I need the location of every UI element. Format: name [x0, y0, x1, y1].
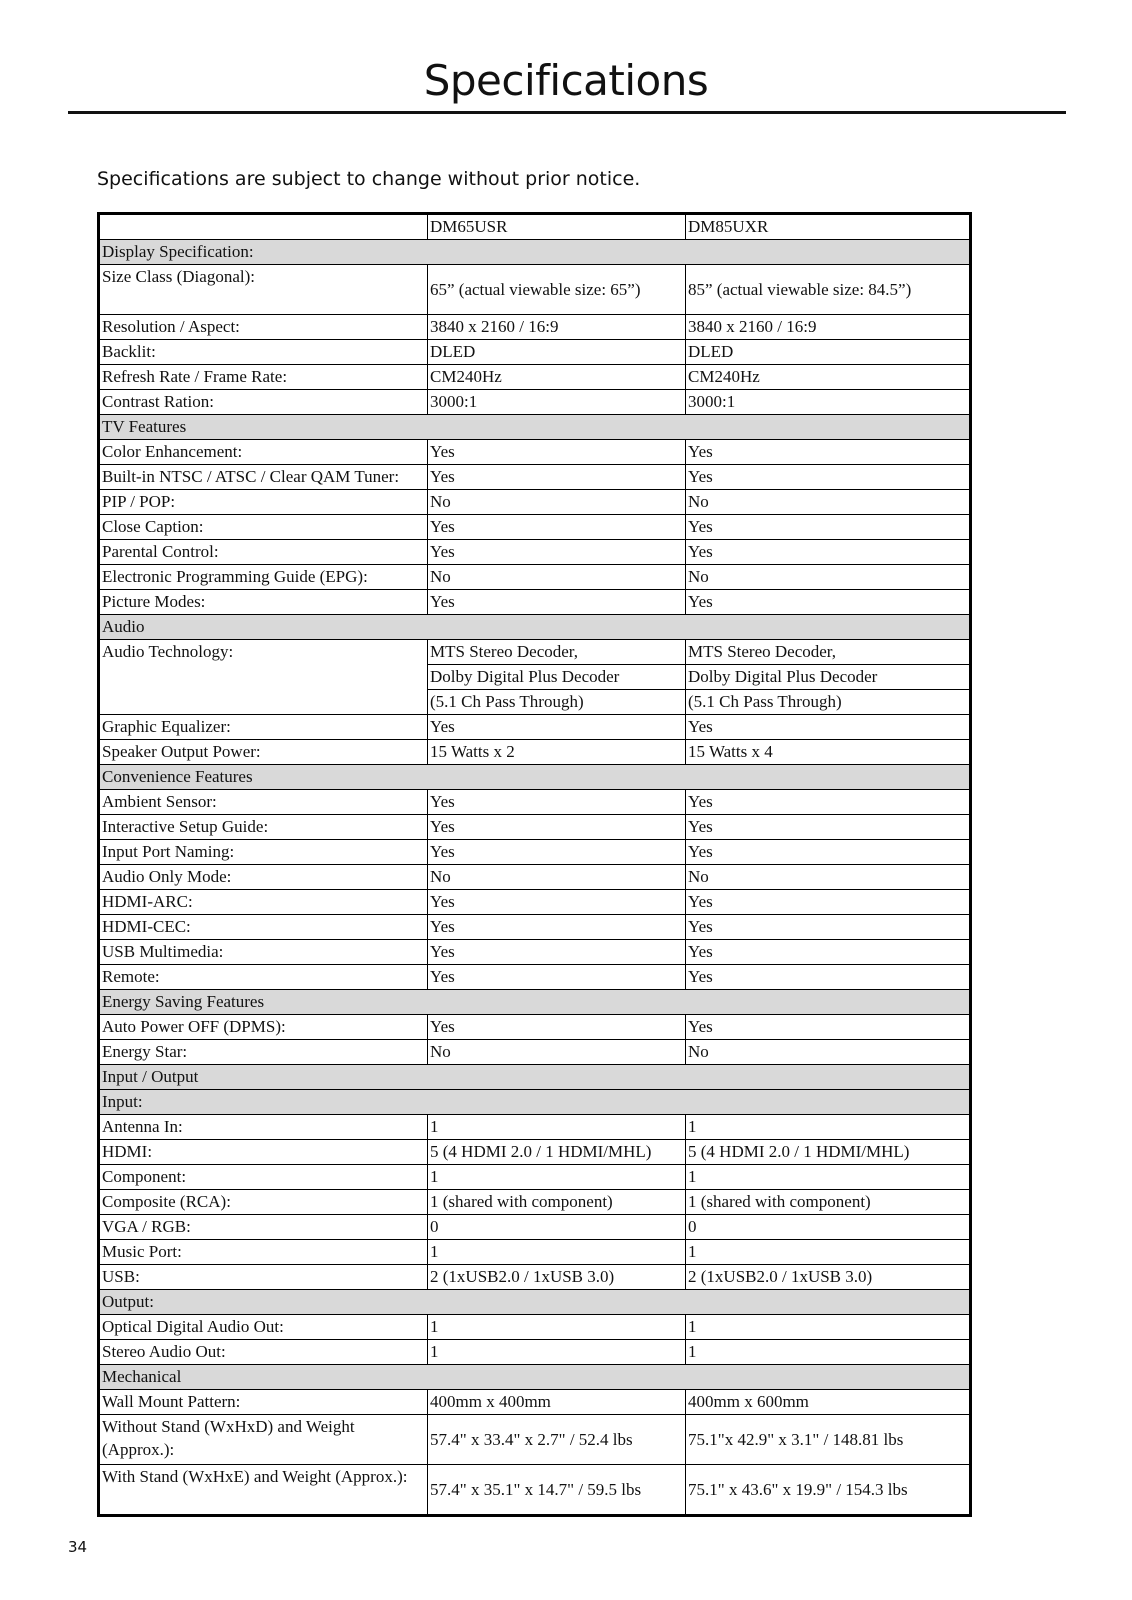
spec-value-dm85uxr: 75.1"x 42.9" x 3.1" / 148.81 lbs [686, 1415, 971, 1465]
table-row [99, 1115, 971, 1140]
spec-value-dm65usr: Yes [428, 540, 686, 565]
table-row [99, 740, 971, 765]
spec-value-dm85uxr: Yes [686, 940, 971, 965]
spec-label: Close Caption: [99, 515, 428, 540]
spec-label: Input Port Naming: [99, 840, 428, 865]
section-row-input [99, 1090, 971, 1115]
spec-value-dm85uxr: 0 [686, 1215, 971, 1240]
table-row [99, 365, 971, 390]
table-row [99, 1015, 971, 1040]
table-row [99, 340, 971, 365]
table-row [99, 465, 971, 490]
spec-value-dm85uxr: Yes [686, 915, 971, 940]
spec-label: Refresh Rate / Frame Rate: [99, 365, 428, 390]
spec-value-dm65usr: No [428, 865, 686, 890]
spec-value-dm65usr: 65” (actual viewable size: 65”) [428, 265, 686, 315]
spec-value-dm65usr: No [428, 565, 686, 590]
spec-value-dm85uxr: CM240Hz [686, 365, 971, 390]
header-empty-cell [99, 214, 428, 240]
table-row [99, 890, 971, 915]
page-title: Specifications [423, 56, 709, 105]
spec-label: Graphic Equalizer: [99, 715, 428, 740]
spec-label: Stereo Audio Out: [99, 1340, 428, 1365]
table-row [99, 315, 971, 340]
spec-value-dm65usr: 0 [428, 1215, 686, 1240]
table-row [99, 1315, 971, 1340]
spec-value-dm65usr: 3840 x 2160 / 16:9 [428, 315, 686, 340]
spec-label: Antenna In: [99, 1115, 428, 1140]
spec-value-dm85uxr: MTS Stereo Decoder, [686, 640, 971, 665]
spec-value-dm65usr: 1 [428, 1240, 686, 1265]
table-row [99, 940, 971, 965]
table-row [99, 840, 971, 865]
spec-value-dm85uxr: Yes [686, 540, 971, 565]
table-row [99, 1190, 971, 1215]
table-row [99, 1140, 971, 1165]
spec-label: PIP / POP: [99, 490, 428, 515]
section-title: TV Features [99, 415, 971, 440]
section-title: Input: [99, 1090, 971, 1115]
table-row [99, 790, 971, 815]
table-row [99, 515, 971, 540]
table-row [99, 440, 971, 465]
spec-value-dm65usr: 400mm x 400mm [428, 1390, 686, 1415]
spec-value-dm85uxr: 2 (1xUSB2.0 / 1xUSB 3.0) [686, 1265, 971, 1290]
spec-value-dm65usr: DLED [428, 340, 686, 365]
table-row [99, 590, 971, 615]
table-row [99, 715, 971, 740]
model-header-dm85uxr: DM85UXR [686, 214, 971, 240]
spec-value-dm65usr: Yes [428, 715, 686, 740]
spec-value-dm85uxr: Yes [686, 440, 971, 465]
table-row [99, 565, 971, 590]
spec-value-dm65usr: CM240Hz [428, 365, 686, 390]
spec-value-dm65usr: 57.4" x 33.4" x 2.7" / 52.4 lbs [428, 1415, 686, 1465]
spec-value-dm65usr: 1 [428, 1315, 686, 1340]
table-row [99, 540, 971, 565]
spec-value-dm85uxr: No [686, 1040, 971, 1065]
spec-label: HDMI-ARC: [99, 890, 428, 915]
spec-label: Electronic Programming Guide (EPG): [99, 565, 428, 590]
section-title: Mechanical [99, 1365, 971, 1390]
table-row [99, 640, 971, 665]
specifications-table [97, 212, 972, 1517]
spec-value-dm85uxr: 3840 x 2160 / 16:9 [686, 315, 971, 340]
table-row [99, 1265, 971, 1290]
spec-value-dm65usr: Yes [428, 890, 686, 915]
spec-value-dm65usr: No [428, 1040, 686, 1065]
spec-label: Remote: [99, 965, 428, 990]
spec-value-dm65usr: Yes [428, 1015, 686, 1040]
table-row [99, 915, 971, 940]
section-title: Display Specification: [99, 240, 971, 265]
section-title: Audio [99, 615, 971, 640]
model-header-dm65usr: DM65USR [428, 214, 686, 240]
section-row-input-output [99, 1065, 971, 1090]
spec-label: Size Class (Diagonal): [99, 265, 428, 315]
table-row [99, 1390, 971, 1415]
spec-value-dm65usr: Dolby Digital Plus Decoder [428, 665, 686, 690]
spec-value-dm85uxr: 400mm x 600mm [686, 1390, 971, 1415]
section-row-display [99, 240, 971, 265]
spec-value-dm85uxr: Yes [686, 840, 971, 865]
spec-value-dm85uxr: 15 Watts x 4 [686, 740, 971, 765]
spec-value-dm65usr: Yes [428, 465, 686, 490]
section-row-tv-features [99, 415, 971, 440]
spec-value-dm85uxr: Yes [686, 1015, 971, 1040]
spec-value-dm85uxr: DLED [686, 340, 971, 365]
spec-value-dm65usr: No [428, 490, 686, 515]
section-title: Output: [99, 1290, 971, 1315]
spec-value-dm85uxr: 75.1" x 43.6" x 19.9" / 154.3 lbs [686, 1465, 971, 1516]
spec-label: Built-in NTSC / ATSC / Clear QAM Tuner: [99, 465, 428, 490]
section-title: Convenience Features [99, 765, 971, 790]
spec-label: Without Stand (WxHxD) and Weight (Approx.): [99, 1415, 428, 1465]
spec-value-dm65usr: 5 (4 HDMI 2.0 / 1 HDMI/MHL) [428, 1140, 686, 1165]
spec-value-dm65usr: Yes [428, 840, 686, 865]
spec-label: With Stand (WxHxE) and Weight (Approx.): [99, 1465, 428, 1516]
spec-value-dm65usr: 3000:1 [428, 390, 686, 415]
spec-value-dm65usr: 2 (1xUSB2.0 / 1xUSB 3.0) [428, 1265, 686, 1290]
spec-value-dm85uxr: 1 [686, 1165, 971, 1190]
spec-value-dm85uxr: 85” (actual viewable size: 84.5”) [686, 265, 971, 315]
section-row-mechanical [99, 1365, 971, 1390]
spec-label: Energy Star: [99, 1040, 428, 1065]
spec-value-dm85uxr: 1 [686, 1340, 971, 1365]
spec-label: HDMI-CEC: [99, 915, 428, 940]
table-row [99, 265, 971, 315]
spec-value-dm85uxr: 5 (4 HDMI 2.0 / 1 HDMI/MHL) [686, 1140, 971, 1165]
spec-label: Music Port: [99, 1240, 428, 1265]
spec-value-dm85uxr: 1 (shared with component) [686, 1190, 971, 1215]
table-row [99, 1215, 971, 1240]
table-row [99, 865, 971, 890]
spec-label: Auto Power OFF (DPMS): [99, 1015, 428, 1040]
spec-value-dm85uxr: Yes [686, 515, 971, 540]
spec-value-dm65usr: 1 [428, 1165, 686, 1190]
spec-label: Interactive Setup Guide: [99, 815, 428, 840]
spec-label: Picture Modes: [99, 590, 428, 615]
spec-value-dm85uxr: Yes [686, 465, 971, 490]
table-row [99, 690, 971, 715]
spec-value-dm65usr: 15 Watts x 2 [428, 740, 686, 765]
spec-label: Contrast Ration: [99, 390, 428, 415]
spec-value-dm85uxr: Yes [686, 590, 971, 615]
spec-label: Optical Digital Audio Out: [99, 1315, 428, 1340]
table-row [99, 490, 971, 515]
spec-label: USB: [99, 1265, 428, 1290]
spec-value-dm65usr: Yes [428, 440, 686, 465]
spec-value-dm65usr: Yes [428, 915, 686, 940]
spec-value-dm65usr: Yes [428, 815, 686, 840]
spec-label: Composite (RCA): [99, 1190, 428, 1215]
spec-label: Speaker Output Power: [99, 740, 428, 765]
spec-label-continued [99, 665, 428, 690]
section-title: Energy Saving Features [99, 990, 971, 1015]
spec-value-dm85uxr: Yes [686, 815, 971, 840]
title-divider [68, 111, 1066, 114]
spec-value-dm85uxr: Dolby Digital Plus Decoder [686, 665, 971, 690]
spec-label: Audio Technology: [99, 640, 428, 665]
spec-value-dm65usr: Yes [428, 590, 686, 615]
spec-value-dm85uxr: No [686, 490, 971, 515]
spec-label: Color Enhancement: [99, 440, 428, 465]
spec-label: Backlit: [99, 340, 428, 365]
spec-value-dm65usr: Yes [428, 790, 686, 815]
spec-label: HDMI: [99, 1140, 428, 1165]
spec-value-dm85uxr: Yes [686, 965, 971, 990]
spec-value-dm85uxr: 1 [686, 1115, 971, 1140]
table-header-row [99, 214, 971, 240]
spec-value-dm85uxr: Yes [686, 790, 971, 815]
table-row [99, 390, 971, 415]
spec-label: USB Multimedia: [99, 940, 428, 965]
table-row [99, 965, 971, 990]
spec-value-dm65usr: (5.1 Ch Pass Through) [428, 690, 686, 715]
spec-label: Audio Only Mode: [99, 865, 428, 890]
table-row [99, 1340, 971, 1365]
spec-value-dm65usr: 1 (shared with component) [428, 1190, 686, 1215]
section-title: Input / Output [99, 1065, 971, 1090]
table-row [99, 815, 971, 840]
section-row-audio [99, 615, 971, 640]
section-row-convenience [99, 765, 971, 790]
page-number: 34 [68, 1538, 88, 1556]
spec-value-dm65usr: 57.4" x 35.1" x 14.7" / 59.5 lbs [428, 1465, 686, 1516]
spec-value-dm65usr: 1 [428, 1115, 686, 1140]
spec-value-dm65usr: MTS Stereo Decoder, [428, 640, 686, 665]
spec-value-dm85uxr: 1 [686, 1315, 971, 1340]
spec-value-dm85uxr: (5.1 Ch Pass Through) [686, 690, 971, 715]
spec-value-dm85uxr: Yes [686, 715, 971, 740]
table-row [99, 1165, 971, 1190]
spec-label: Component: [99, 1165, 428, 1190]
section-row-energy [99, 990, 971, 1015]
spec-value-dm85uxr: Yes [686, 890, 971, 915]
spec-label: VGA / RGB: [99, 1215, 428, 1240]
spec-label: Wall Mount Pattern: [99, 1390, 428, 1415]
spec-label: Resolution / Aspect: [99, 315, 428, 340]
section-row-output [99, 1290, 971, 1315]
spec-label: Ambient Sensor: [99, 790, 428, 815]
spec-value-dm85uxr: 1 [686, 1240, 971, 1265]
table-row [99, 1415, 971, 1465]
specifications-notice: Specifications are subject to change without prior notice. [97, 168, 641, 190]
spec-label-continued [99, 690, 428, 715]
table-row [99, 1465, 971, 1516]
spec-value-dm85uxr: 3000:1 [686, 390, 971, 415]
table-row [99, 1240, 971, 1265]
spec-value-dm65usr: Yes [428, 940, 686, 965]
spec-value-dm65usr: 1 [428, 1340, 686, 1365]
spec-value-dm65usr: Yes [428, 515, 686, 540]
table-row [99, 1040, 971, 1065]
spec-label: Parental Control: [99, 540, 428, 565]
spec-value-dm85uxr: No [686, 565, 971, 590]
spec-value-dm85uxr: No [686, 865, 971, 890]
table-row [99, 665, 971, 690]
spec-value-dm65usr: Yes [428, 965, 686, 990]
